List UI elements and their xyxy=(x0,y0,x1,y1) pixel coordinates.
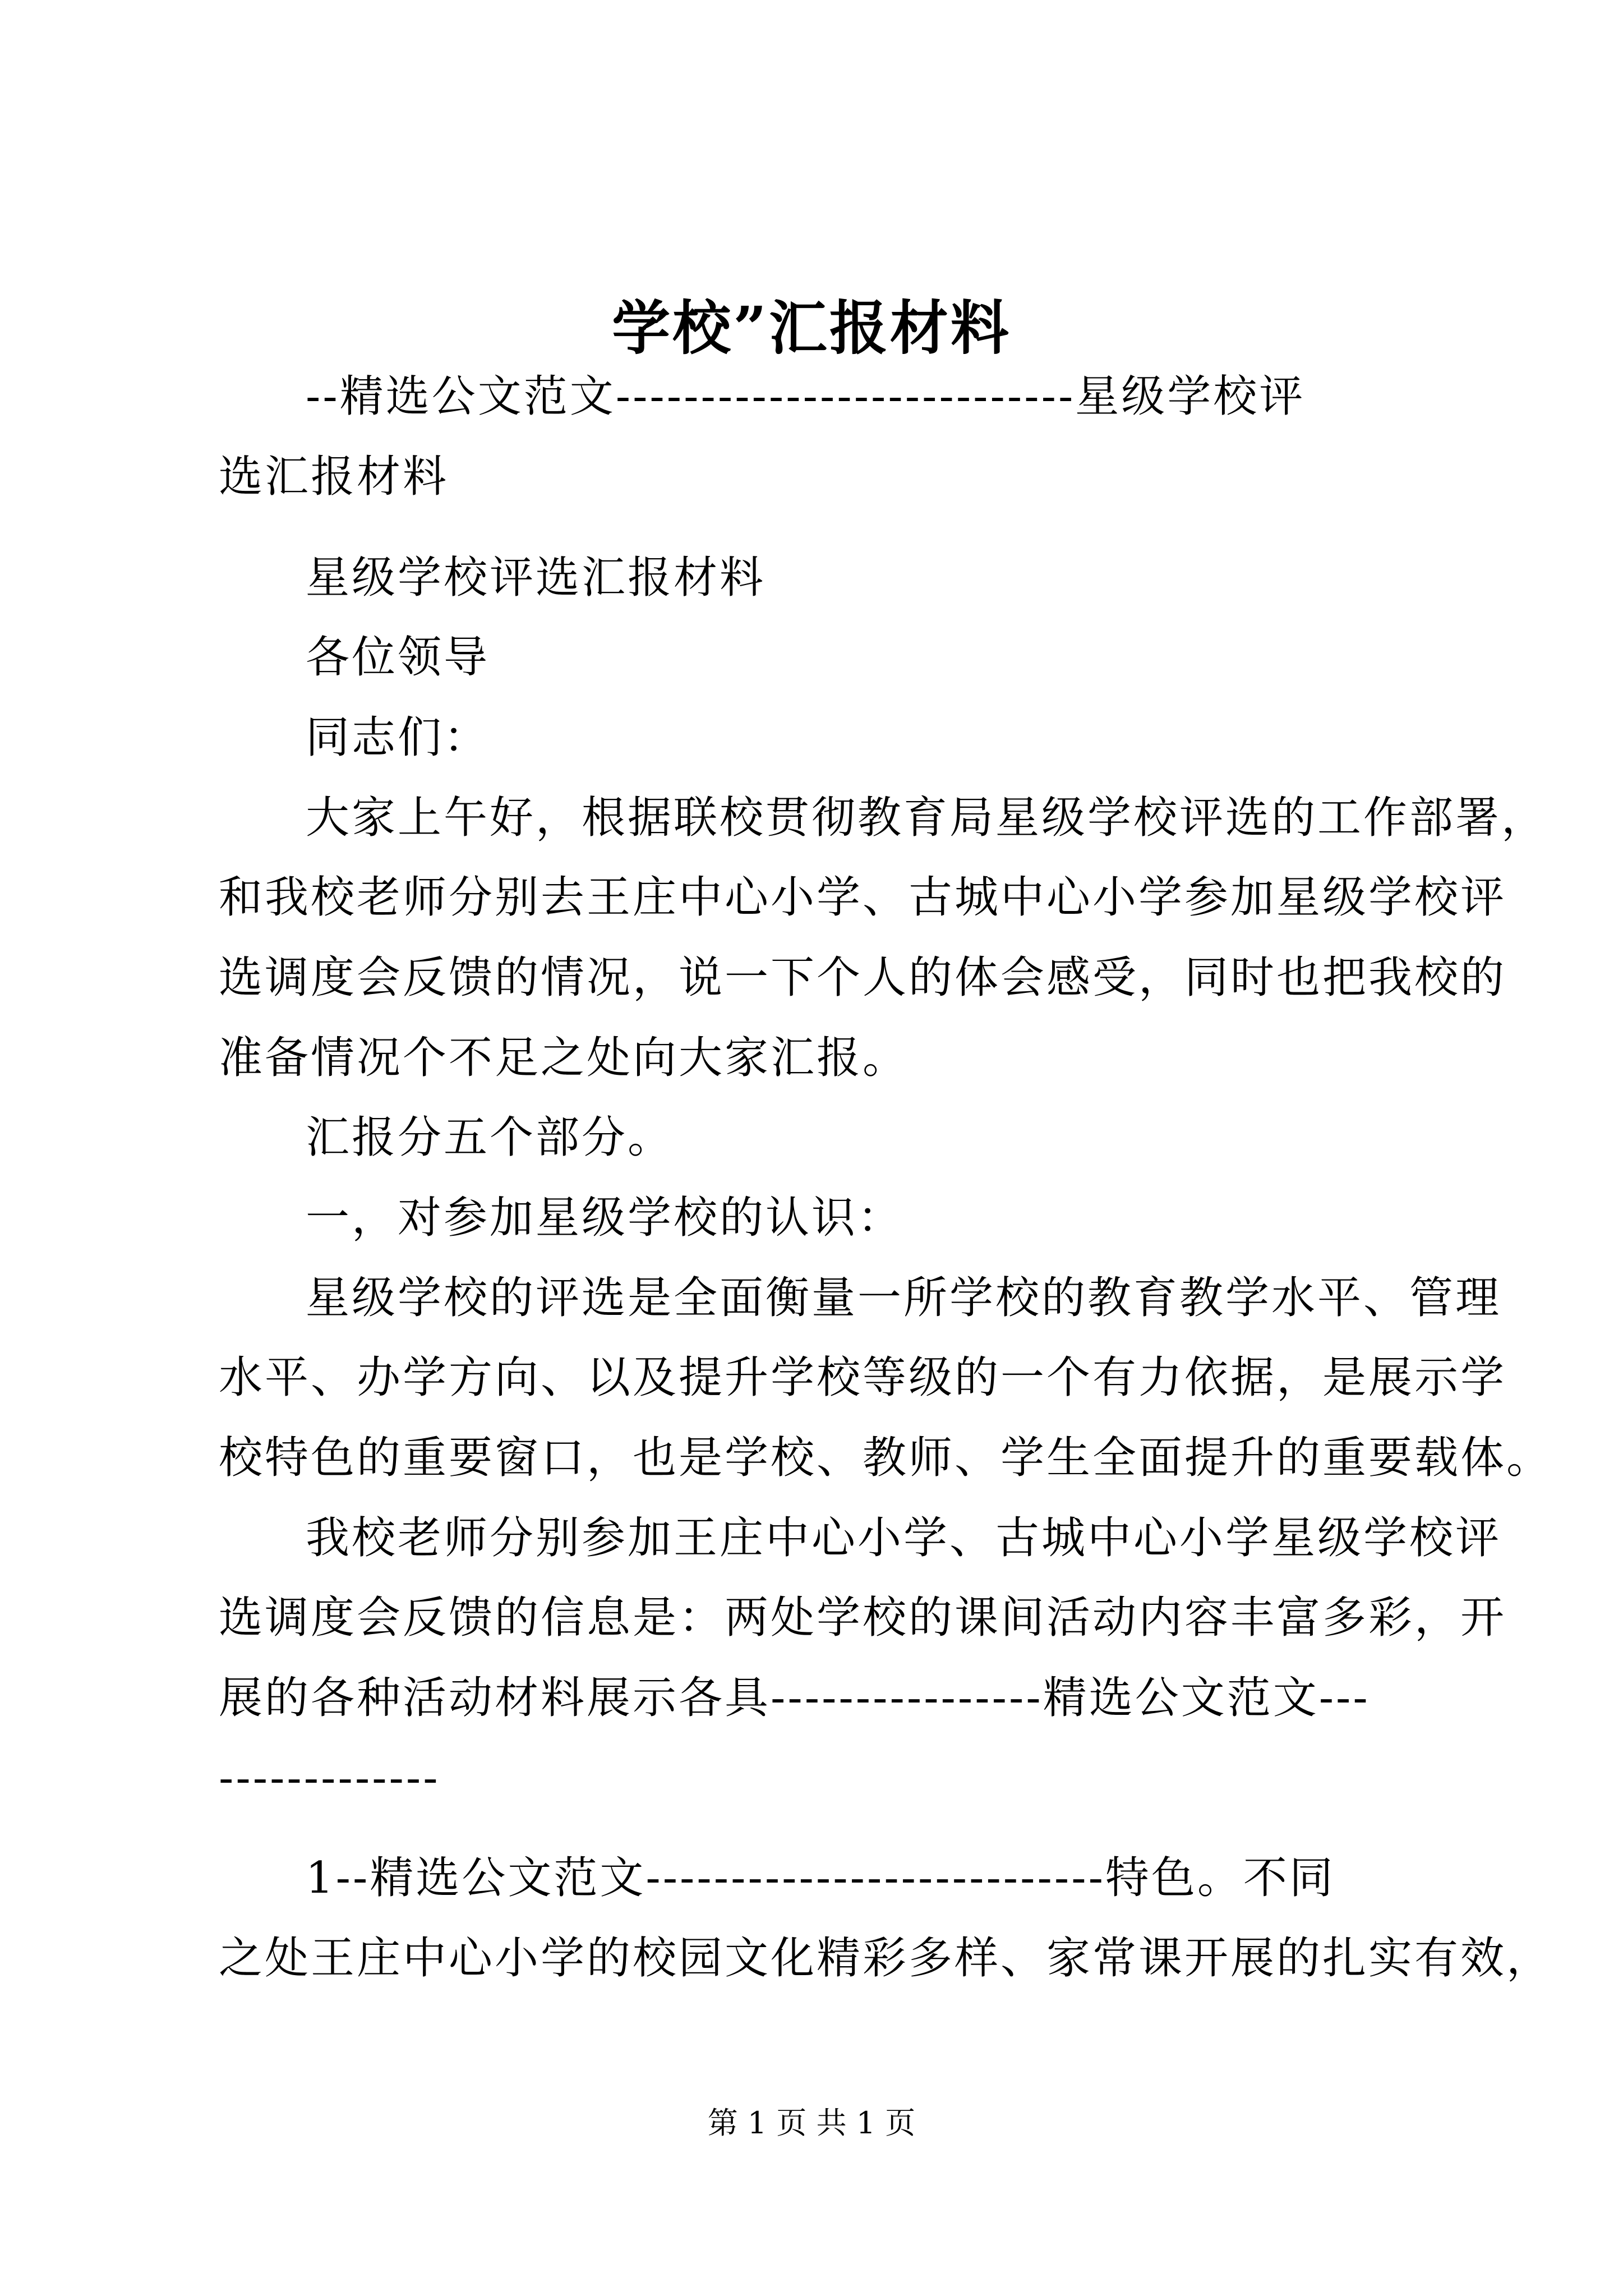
body-line: 各位领导 xyxy=(306,632,490,683)
body-line: 同志们： xyxy=(306,712,490,763)
body-line: 选汇报材料 xyxy=(219,452,449,502)
body-line: --精选公文范文---------------------------星级学校评 xyxy=(306,371,1306,422)
body-line: 星级学校的评选是全面衡量一所学校的教育教学水平、管理 xyxy=(306,1273,1502,1323)
body-line: 选调度会反馈的情况，说一下个人的体会感受，同时也把我校的 xyxy=(219,953,1507,1003)
body-line: 选调度会反馈的信息是：两处学校的课间活动内容丰富多彩，开 xyxy=(219,1593,1507,1643)
body-line: ------------- xyxy=(219,1753,440,1803)
body-line: 汇报分五个部分。 xyxy=(306,1112,674,1163)
document-title: 学校”汇报材料 xyxy=(612,293,1011,362)
body-line: 校特色的重要窗口，也是学校、教师、学生全面提升的重要载体。 xyxy=(219,1433,1553,1483)
body-line: 大家上午好，根据联校贯彻教育局星级学校评选的工作部署， xyxy=(306,793,1548,843)
body-line: 一，对参加星级学校的认识： xyxy=(306,1193,904,1243)
body-line: 我校老师分别参加王庄中心小学、古城中心小学星级学校评 xyxy=(306,1513,1502,1563)
body-line: 1--精选公文范文---------------------------特色。不同 xyxy=(306,1853,1335,1903)
body-line: 准备情况个不足之处向大家汇报。 xyxy=(219,1033,909,1083)
body-line: 和我校老师分别去王庄中心小学、古城中心小学参加星级学校评 xyxy=(219,872,1507,923)
body-line: 水平、办学方向、以及提升学校等级的一个有力依据，是展示学 xyxy=(219,1352,1507,1403)
page-footer: 第 1 页 共 1 页 xyxy=(707,2105,916,2141)
body-line: 之处王庄中心小学的校园文化精彩多样、家常课开展的扎实有效， xyxy=(219,1933,1553,1984)
body-line: 展的各种活动材料展示各具----------------精选公文范文--- xyxy=(219,1673,1370,1723)
body-line: 星级学校评选汇报材料 xyxy=(306,553,766,603)
